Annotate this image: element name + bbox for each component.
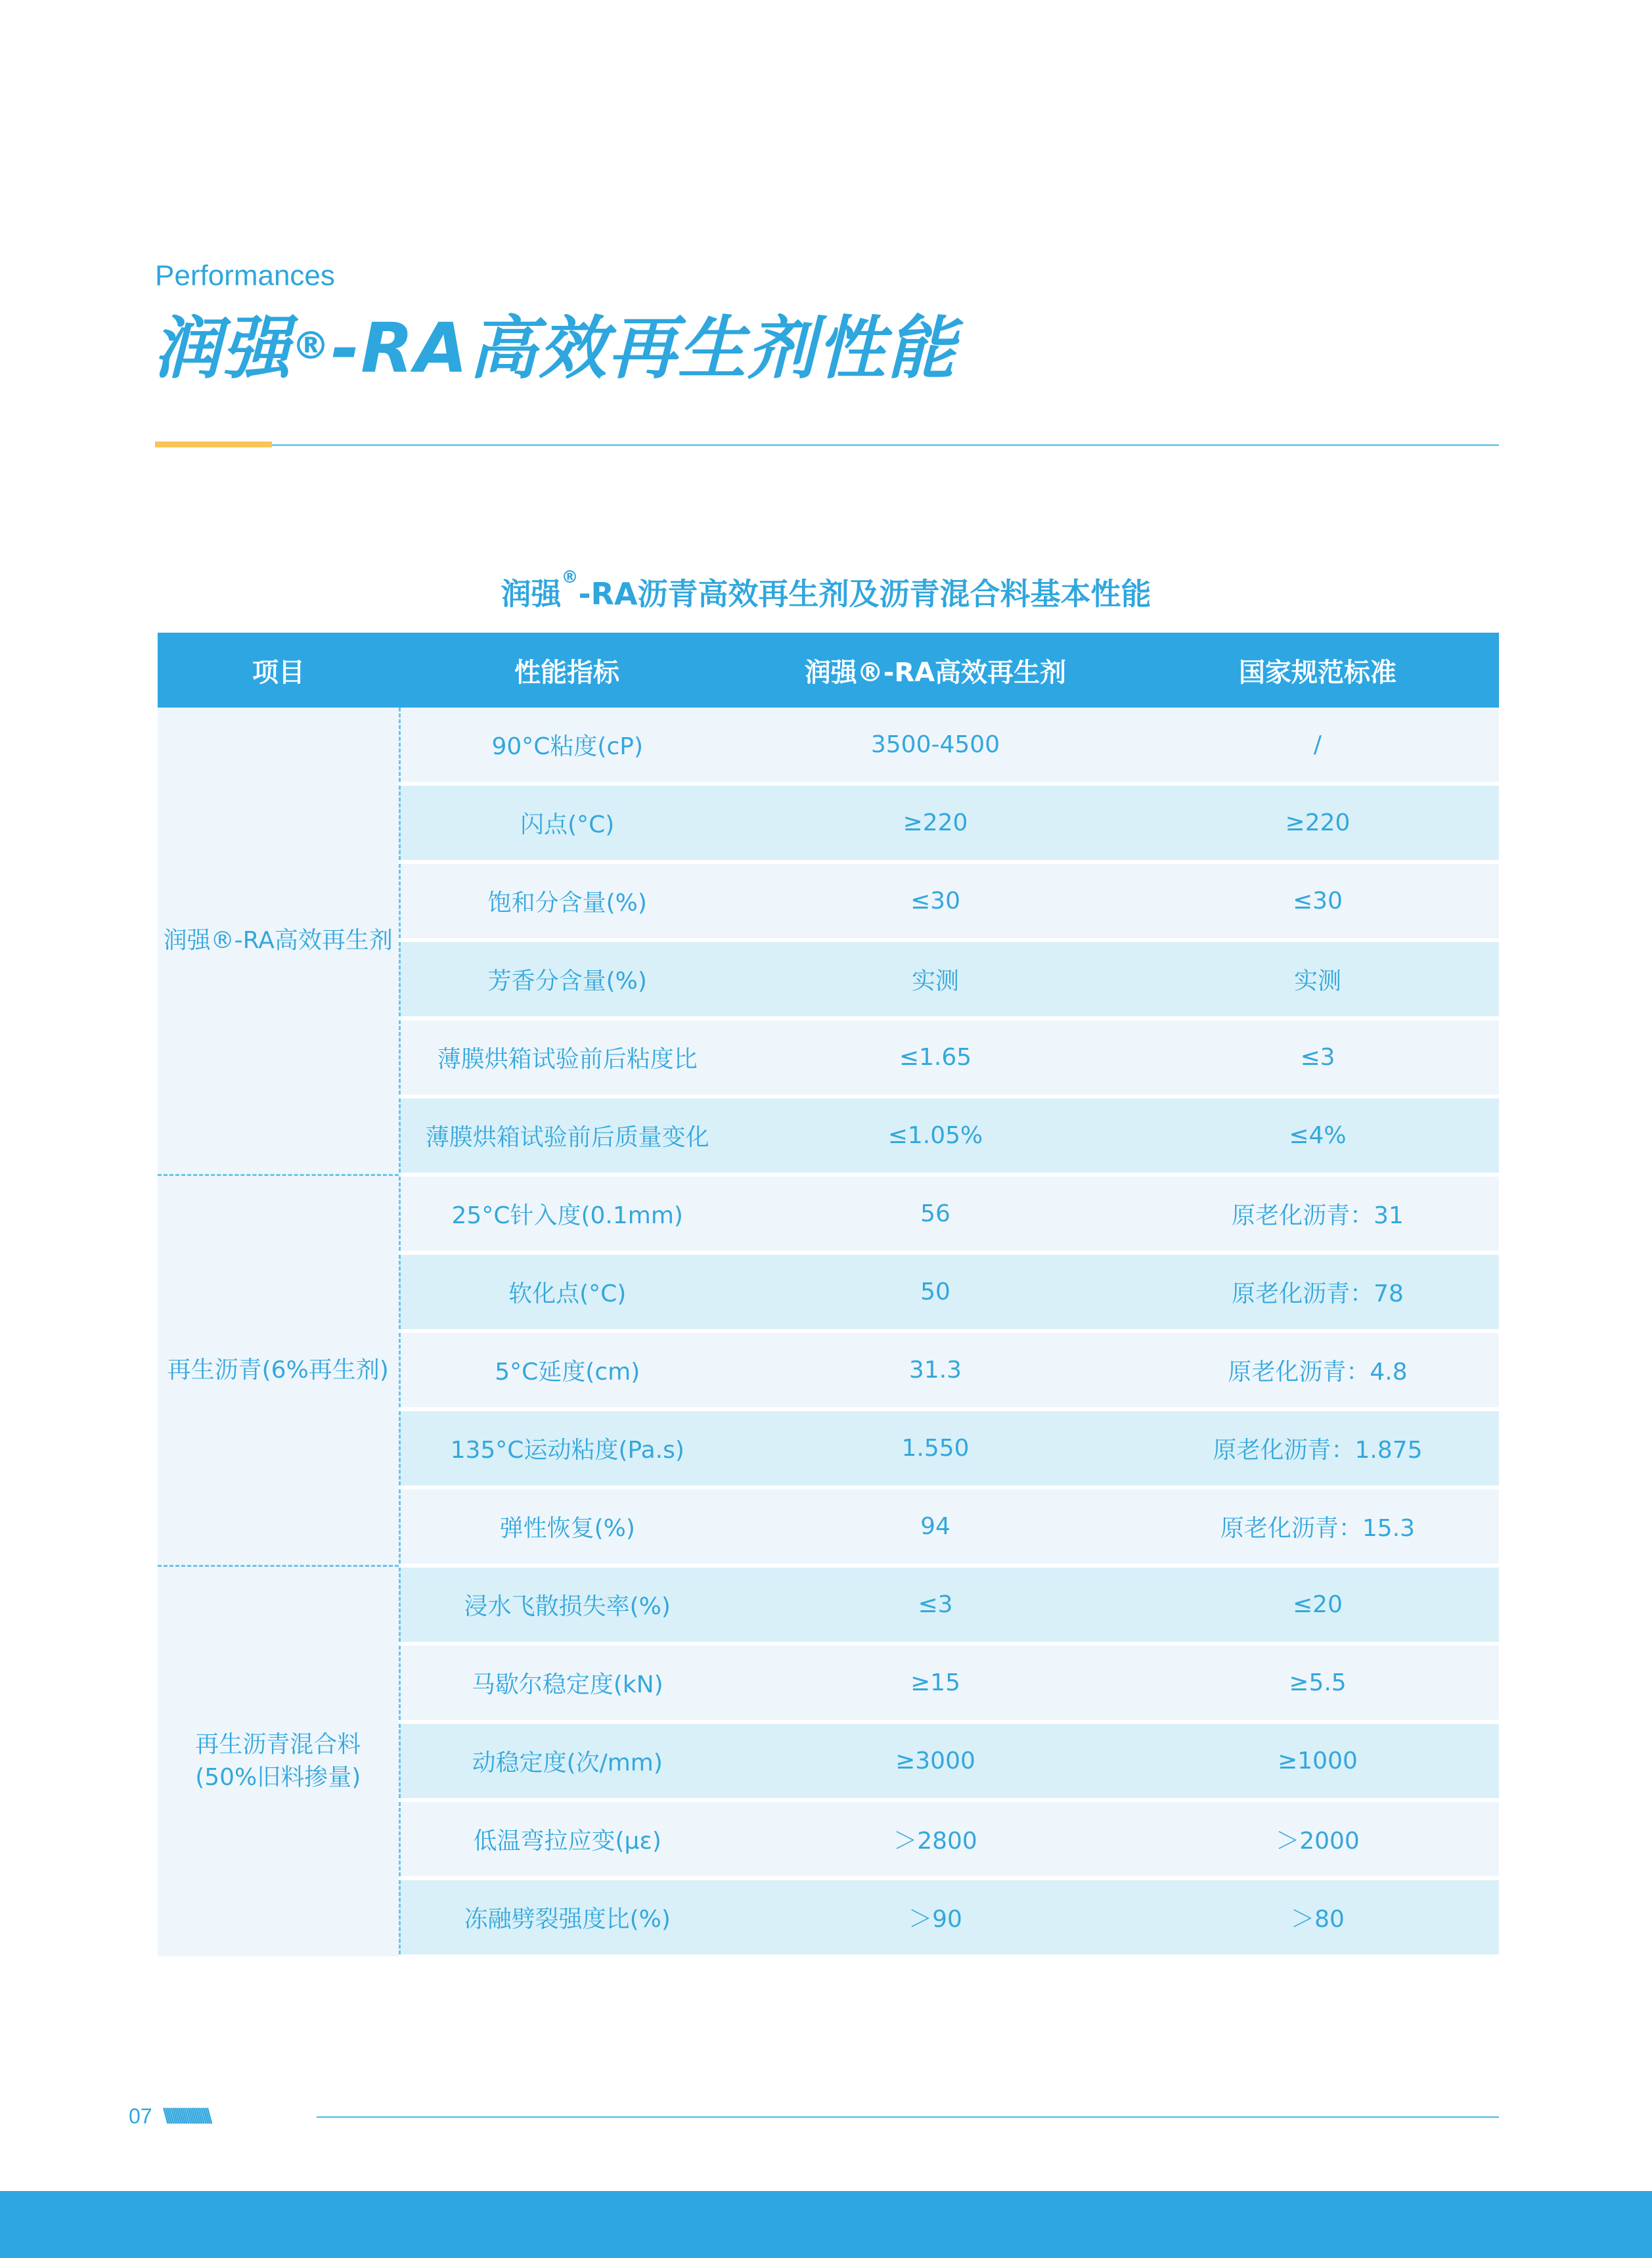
metric-cell: 闪点(°C) [399,784,734,862]
table-header-row [158,633,1499,708]
section-subtitle: Performances [155,260,335,292]
registered-mark: ® [292,323,332,368]
product-value-cell: 1.550 [734,1409,1136,1487]
table-row [158,1566,1499,1644]
table-title-registered-mark: ® [561,568,579,587]
table-title [0,570,1652,614]
product-value-cell: 3500-4500 [734,708,1136,784]
metric-cell: 低温弯拉应变(με) [399,1800,734,1878]
metric-cell: 浸水飞散损失率(%) [399,1566,734,1644]
metric-cell: 弹性恢复(%) [399,1487,734,1566]
product-value-cell: ≤3 [734,1566,1136,1644]
standard-value-cell: ≤30 [1136,862,1499,940]
product-value-cell: 实测 [734,940,1136,1018]
title-divider [272,444,1499,446]
group-label-regenerant [158,708,399,1175]
group-label-text: 再生沥青(6%再生剂) [167,1356,389,1384]
metric-cell: 薄膜烘箱试验前后质量变化 [399,1096,734,1175]
standard-value-cell: 原老化沥青：15.3 [1136,1487,1499,1566]
footer-divider [317,2116,1499,2118]
product-value-cell: 56 [734,1175,1136,1253]
table-row [158,1175,1499,1253]
standard-value-cell: 原老化沥青：78 [1136,1253,1499,1331]
metric-cell: 动稳定度(次/mm) [399,1722,734,1800]
group-label-recycled-mixture [158,1566,399,1956]
standard-value-cell: ≤3 [1136,1018,1499,1096]
table-title-rest: -RA沥青高效再生剂及沥青混合料基本性能 [578,576,1151,612]
product-value-cell: ＞90 [734,1878,1136,1956]
group-label-subtext: (50%旧料掺量) [195,1764,361,1792]
product-value-cell: ≤1.05% [734,1096,1136,1175]
group-label-text: 再生沥青混合料 [195,1731,361,1759]
column-header-product: 润强®-RA高效再生剂 [734,633,1136,708]
metric-cell: 马歇尔稳定度(kN) [399,1644,734,1722]
metric-cell: 薄膜烘箱试验前后粘度比 [399,1018,734,1096]
product-value-cell: ≤30 [734,862,1136,940]
metric-cell: 25°C针入度(0.1mm) [399,1175,734,1253]
product-value-cell: 94 [734,1487,1136,1566]
bottom-color-band [0,2191,1652,2258]
standard-value-cell: ≤4% [1136,1096,1499,1175]
table-row [158,708,1499,784]
group-label-recycled-asphalt [158,1175,399,1566]
product-value-cell: ≥220 [734,784,1136,862]
footer-slash-decoration: \\\\\\\\\\\\\\\\\\\\\\\\ [163,2104,209,2128]
page-title [152,309,956,388]
column-header-item: 项目 [158,633,399,708]
group-label-text: 润强®-RA高效再生剂 [163,926,393,954]
column-header-standard: 国家规范标准 [1136,633,1499,708]
page-title-rest: -RA高效再生剂性能 [331,308,956,388]
page-number: 07 [129,2104,152,2128]
product-value-cell: ≥3000 [734,1722,1136,1800]
column-header-metric: 性能指标 [399,633,734,708]
standard-value-cell: ≤20 [1136,1566,1499,1644]
metric-cell: 冻融劈裂强度比(%) [399,1878,734,1956]
metric-cell: 135°C运动粘度(Pa.s) [399,1409,734,1487]
standard-value-cell: ＞80 [1136,1878,1499,1956]
standard-value-cell: 原老化沥青：31 [1136,1175,1499,1253]
standard-value-cell: 原老化沥青：1.875 [1136,1409,1499,1487]
metric-cell: 芳香分含量(%) [399,940,734,1018]
standard-value-cell: / [1136,708,1499,784]
standard-value-cell: ≥220 [1136,784,1499,862]
performance-table [158,633,1499,1958]
page-title-brand: 润强 [152,308,292,388]
metric-cell: 饱和分含量(%) [399,862,734,940]
table-title-brand: 润强 [501,576,562,612]
metric-cell: 软化点(°C) [399,1253,734,1331]
metric-cell: 90°C粘度(cP) [399,708,734,784]
metric-cell: 5°C延度(cm) [399,1331,734,1409]
standard-value-cell: 实测 [1136,940,1499,1018]
standard-value-cell: ≥5.5 [1136,1644,1499,1722]
product-value-cell: 31.3 [734,1331,1136,1409]
product-value-cell: ≤1.65 [734,1018,1136,1096]
product-value-cell: 50 [734,1253,1136,1331]
standard-value-cell: ≥1000 [1136,1722,1499,1800]
standard-value-cell: ＞2000 [1136,1800,1499,1878]
standard-value-cell: 原老化沥青：4.8 [1136,1331,1499,1409]
title-accent-bar [155,441,272,447]
product-value-cell: ≥15 [734,1644,1136,1722]
product-value-cell: ＞2800 [734,1800,1136,1878]
